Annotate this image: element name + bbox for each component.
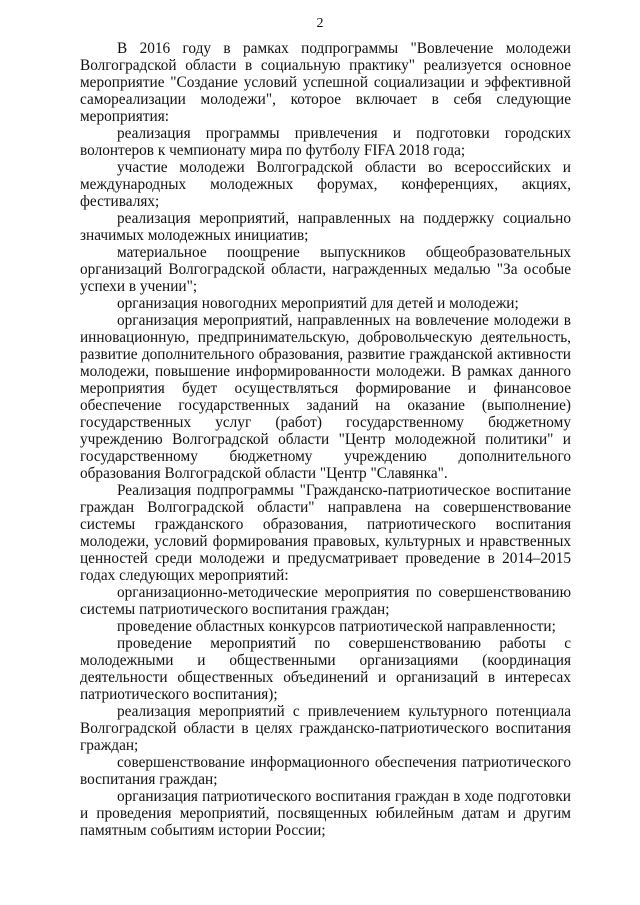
paragraph-medal-awards: материальное поощрение выпускников общеобразовательных организаций Волгоградской области, награжденных медалью "За особые успехи в учении";: [80, 244, 571, 295]
paragraph-initiatives: реализация мероприятий, направленных на поддержку социально значимых молодежных инициатив;: [80, 210, 571, 244]
paragraph-anniversary-events: организация патриотического воспитания граждан в ходе подготовки и проведения мероприятий, посвященных юбилейным датам и другим памятным событиям истории России;: [80, 788, 571, 839]
paragraph-volunteers: реализация программы привлечения и подготовки городских волонтеров к чемпионату мира по футболу FIFA 2018 года;: [80, 125, 571, 159]
paragraph-information-support: совершенствование информационного обеспечения патриотического воспитания граждан;: [80, 754, 571, 788]
paragraph-youth-involvement: организация мероприятий, направленных на вовлечение молодежи в инновационную, предпринимательскую, добровольческую деятельность, развитие дополнительного образования, развитие гражданской активности молодежи, повышение информированности молодежи. В рамках данного мероприятия будет осуществляться формирование и финансовое обеспечение государственных заданий на оказание (выполнение) государственных услуг (работ) государственному бюджетному учреждению Волгоградской области "Центр молодежной политики" и государственному бюджетному учреждению дополнительного образования Волгоградской области "Центр "Славянка".: [80, 312, 571, 482]
paragraph-cultural-potential: реализация мероприятий с привлечением культурного потенциала Волгоградской области в целях гражданско-патриотического воспитания граждан;: [80, 703, 571, 754]
paragraph-intro: В 2016 году в рамках подпрограммы "Вовлечение молодежи Волгоградской области в социальную практику" реализуется основное мероприятие "Создание условий успешной социализации и эффективной самореализации молодежи", которое включает в себя следующие мероприятия:: [80, 40, 571, 125]
paragraph-regional-contests: проведение областных конкурсов патриотической направленности;: [117, 618, 556, 635]
page-number: 2: [316, 16, 324, 31]
paragraph-forums: участие молодежи Волгоградской области во всероссийских и международных молодежных форумах, конференциях, акциях, фестивалях;: [80, 159, 571, 210]
paragraph-methodical-events: организационно-методические мероприятия по совершенствованию системы патриотического воспитания граждан;: [80, 584, 571, 618]
document-body: [80, 40, 571, 839]
paragraph-patriotic-subprogram: Реализация подпрограммы "Гражданско-патриотическое воспитание граждан Волгоградской области" направлена на совершенствование системы гражданского образования, патриотического воспитания молодежи, условий формирования правовых, культурных и нравственных ценностей среди молодежи и предусматривает проведение в 2014–2015 годах следующих мероприятий:: [80, 482, 571, 584]
paragraph-organizations-work: проведение мероприятий по совершенствованию работы с молодежными и общественными организациями (координация деятельности общественных объединений и организаций в интересах патриотического воспитания);: [80, 635, 571, 703]
paragraph-new-year-events: организация новогодних мероприятий для детей и молодежи;: [117, 295, 519, 312]
